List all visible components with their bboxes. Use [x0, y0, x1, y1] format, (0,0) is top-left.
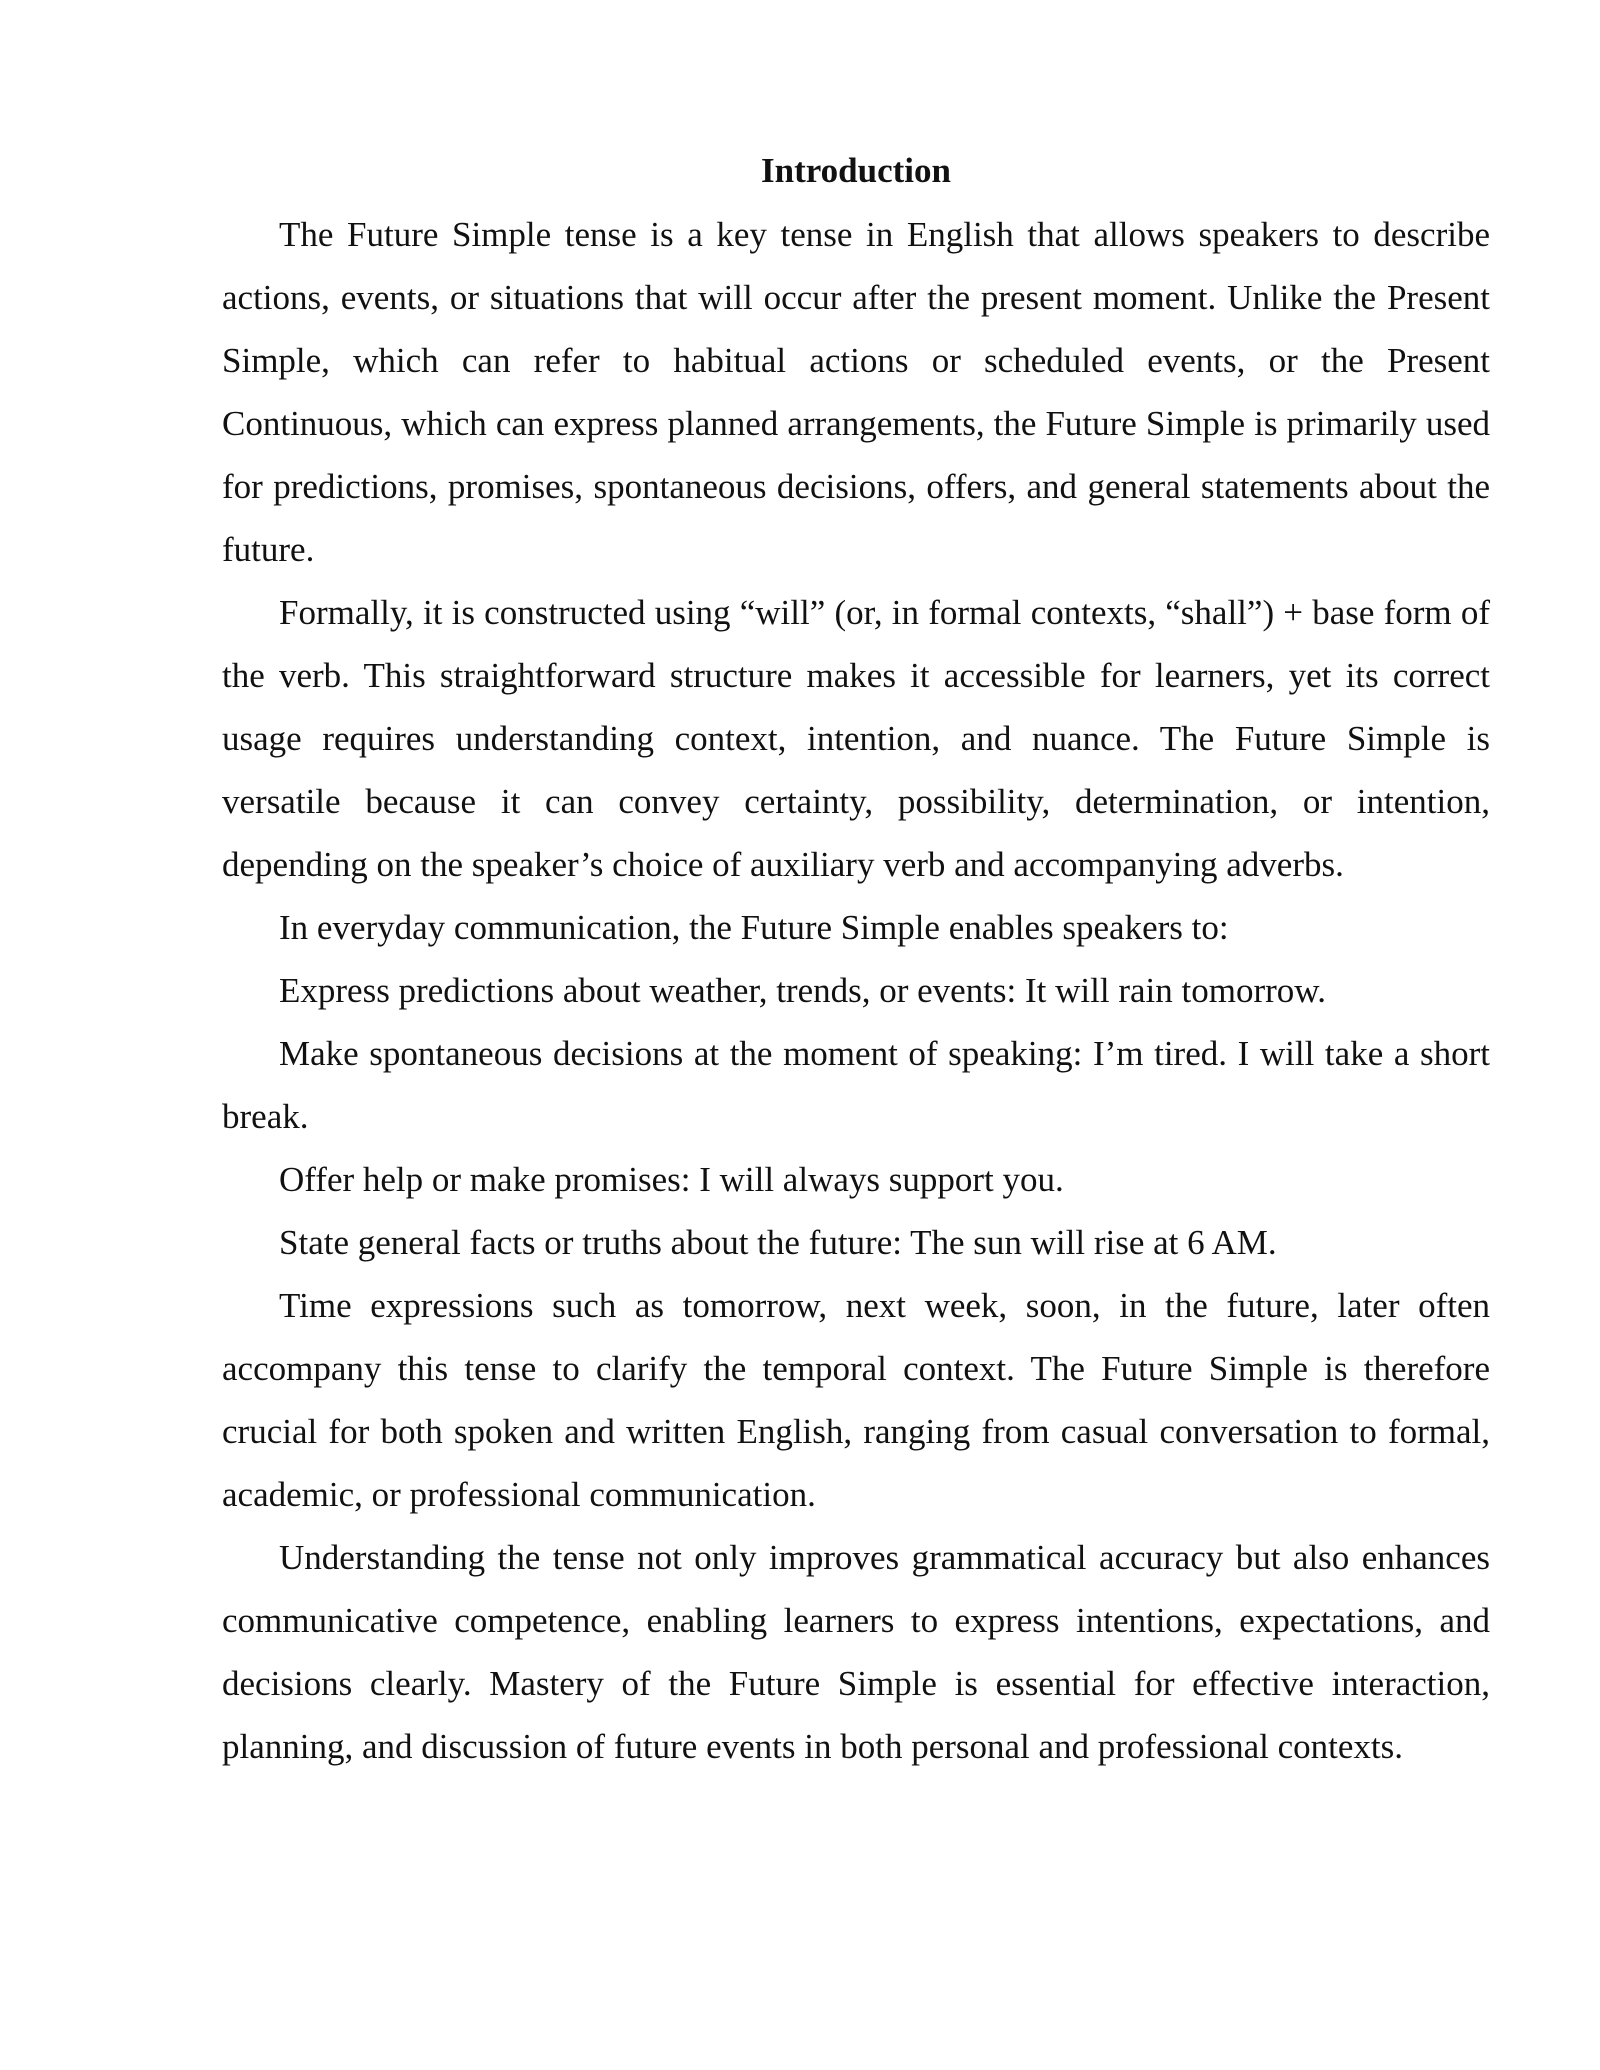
- paragraph-conclusion: Understanding the tense not only improves grammatical accuracy but also enhances communicative competence, enabling learners to express intentions, expectations, and decisions clearly. Mastery of the Future Simple is essential for effective interaction, planning, and discussion of future events in both personal and professional contexts.: [222, 1538, 1490, 1766]
- page-title: Introduction: [761, 151, 951, 190]
- paragraph-use-offers: Offer help or make promises: I will always support you.: [279, 1160, 1064, 1199]
- paragraph-use-predictions: Express predictions about weather, trends, or events: It will rain tomorrow.: [279, 971, 1327, 1010]
- paragraph-use-decisions: Make spontaneous decisions at the moment of speaking: I’m tired. I will take a short break.: [222, 1034, 1490, 1136]
- paragraph-time-expressions: Time expressions such as tomorrow, next week, soon, in the future, later often accompany this tense to clarify the temporal context. The Future Simple is therefore crucial for both spoken and written English, ranging from casual conversation to formal, academic, or professional communication.: [222, 1286, 1490, 1514]
- paragraph-uses-lead: In everyday communication, the Future Simple enables speakers to:: [279, 908, 1229, 947]
- document-body: [222, 145, 1490, 1778]
- paragraph-formation: Formally, it is constructed using “will” (or, in formal contexts, “shall”) + base form of the verb. This straightforward structure makes it accessible for learners, yet its correct usage requires understanding context, intention, and nuance. The Future Simple is versatile because it can convey certainty, possibility, determination, or intention, depending on the speaker’s choice of auxiliary verb and accompanying adverbs.: [222, 593, 1490, 884]
- paragraph-intro: The Future Simple tense is a key tense in English that allows speakers to describe actions, events, or situations that will occur after the present moment. Unlike the Present Simple, which can refer to habitual actions or scheduled events, or the Present Continuous, which can express planned arrangements, the Future Simple is primarily used for predictions, promises, spontaneous decisions, offers, and general statements about the future.: [222, 215, 1490, 569]
- paragraph-use-facts: State general facts or truths about the future: The sun will rise at 6 AM.: [279, 1223, 1277, 1262]
